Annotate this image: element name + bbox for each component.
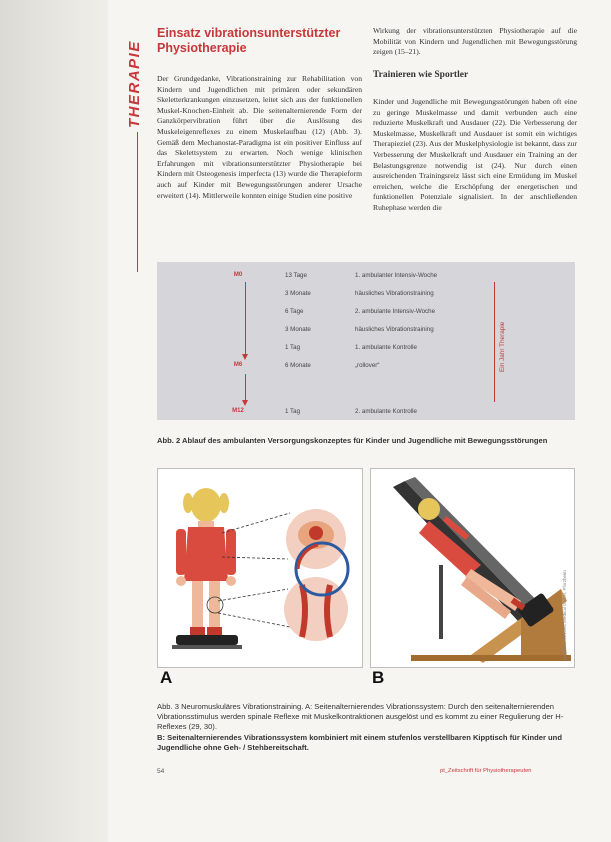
column-2-text: Kinder und Jugendliche mit Bewegungsstörungen haben oft eine zu geringe Muskelmasse und damit verbunden auch eine reduzierte Muskelkraft und Ausdauer (22). Die Verbesserung der Muskelmasse, Muskelkraft und Ausdauer ist somit ein wichtiges Therapieziel (23). Aus der Muskelphysiologie ist bekannt, dass zur Verbesserung der Muskelkraft und Ausdauer ein Training an der Belastungsgrenze notwendig ist (24). Nur durch einen ausreichenden Trainingsreiz lässt sich eine Ermüdung im Muskel erreichen, welche die Erschöpfung der energetischen und funktionellen Potenziale signalisiert. In der anschließenden Ruhephase werden die — [373, 97, 577, 212]
duration: 6 Monate — [285, 362, 311, 369]
page-spine-shadow — [0, 0, 108, 842]
activity: „rollover“ — [355, 362, 380, 369]
timeline-line — [245, 374, 246, 400]
figure-3-caption — [157, 702, 577, 753]
column-2-heading: Trainieren wie Sportler — [373, 70, 469, 80]
milestone-label: M6 — [233, 362, 243, 368]
timeline-line — [245, 282, 246, 354]
arrow-down-icon — [242, 400, 248, 406]
schedule-row — [157, 326, 575, 338]
article-title: Einsatz vibrationsunterstützter Physiotherapie — [157, 26, 341, 55]
column-1-text: Der Grundgedanke, Vibrationstraining zur Rehabilitation von Kindern und Jugendlichen mit primären oder sekundären Skeletterkrankungen einzusetzen, leitet sich aus der funktionellen Muskel-Knochen-Einheit ab. Die seitenalternierende Form der Ganzkörpervibration führt über die Auslösung des Muskeleigenreflexes zu einem Muskelaufbau (12) (Abb. 3). Gemäß dem Mechanostat-Paradigma ist ein positiver Einfluss auf das Skelettsystem zu erwarten. Noch wenige klinischen Erfahrungen mit vibrationsunterstützter Physiotherapie bei Kindern mit Osteogenesis imperfecta (13) wurde die Therapieform auch auf Kinder mit Bewegungsstörungen anderer Ursache erweitert (14). Mittlerweile konnten einige Studien eine positive — [157, 74, 362, 200]
figure-2-caption-text: Abb. 2 Ablauf des ambulanten Versorgungskonzeptes für Kinder und Jugendliche mit Bewegungsstörungen — [157, 436, 548, 445]
activity: häusliches Vibrationstraining — [355, 326, 434, 333]
duration: 6 Tage — [285, 308, 304, 315]
duration: 3 Monate — [285, 326, 311, 333]
page-number: 54 — [157, 768, 165, 775]
duration: 1 Tag — [285, 408, 301, 415]
activity: 2. ambulante Intensiv-Woche — [355, 308, 436, 315]
duration: 3 Monate — [285, 290, 311, 297]
activity: 2. ambulante Kontrolle — [355, 408, 417, 415]
figure-3-caption-b: B: Seitenalternierendes Vibrationssystem kombiniert mit einem stufenlos verstellbaren Kipptisch für Kinder und Jugendliche ohne Geh- / Stehbereitschaft. — [157, 732, 562, 752]
figure-3b-label: B — [372, 668, 385, 687]
duration: 1 Tag — [285, 344, 301, 351]
activity: 1. ambulanter Intensiv-Woche — [355, 272, 438, 279]
duration: 13 Tage — [285, 272, 307, 279]
schedule-row — [157, 290, 575, 302]
schedule-row — [157, 272, 575, 284]
cycle-label: Ein Jahr Therapie — [499, 321, 506, 373]
section-label: THERAPIE — [126, 40, 143, 128]
schedule-row — [157, 362, 575, 374]
schedule-row — [157, 308, 575, 320]
child-on-tilt-table-icon — [371, 469, 574, 667]
column-2-intro: Wirkung der vibrationsunterstützten Physiotherapie auf die Mobilität von Kindern und Jugendlichen mit Bewegungsstörung zeigen (15–21). — [373, 26, 577, 57]
section-rule — [137, 132, 138, 272]
figure-3b-illustration — [370, 468, 575, 668]
figure-3-caption-a: Abb. 3 Neuromuskuläres Vibrationstraining. A: Seitenalternierendes Vibrationssystem: Durch den seitenalternierenden Vibrationsstimulus werden spinale Reflexe mit Muskelkontraktionen ausgelöst und es kommt zu einer Regulierung der H-Reflexes (29, 30). — [157, 702, 564, 732]
milestone-label: M0 — [233, 272, 243, 278]
cycle-bracket — [494, 282, 495, 402]
arrow-down-icon — [242, 354, 248, 360]
figure-3a-label: A — [160, 668, 173, 687]
journal-footer: pt_Zeitschrift für Physiotherapeuten — [440, 768, 532, 774]
milestone-label: M12 — [232, 408, 244, 414]
schedule-diagram — [157, 262, 575, 420]
figure-2-caption — [157, 436, 575, 446]
figure-3a-illustration — [157, 468, 363, 668]
child-on-vibration-plate-icon — [158, 469, 362, 667]
image-credit: Grafiken: Novotec Medical GmbH, Pforzheim — [562, 570, 567, 660]
schedule-row — [157, 344, 575, 356]
schedule-row — [157, 408, 575, 420]
activity: häusliches Vibrationstraining — [355, 290, 434, 297]
activity: 1. ambulante Kontrolle — [355, 344, 417, 351]
